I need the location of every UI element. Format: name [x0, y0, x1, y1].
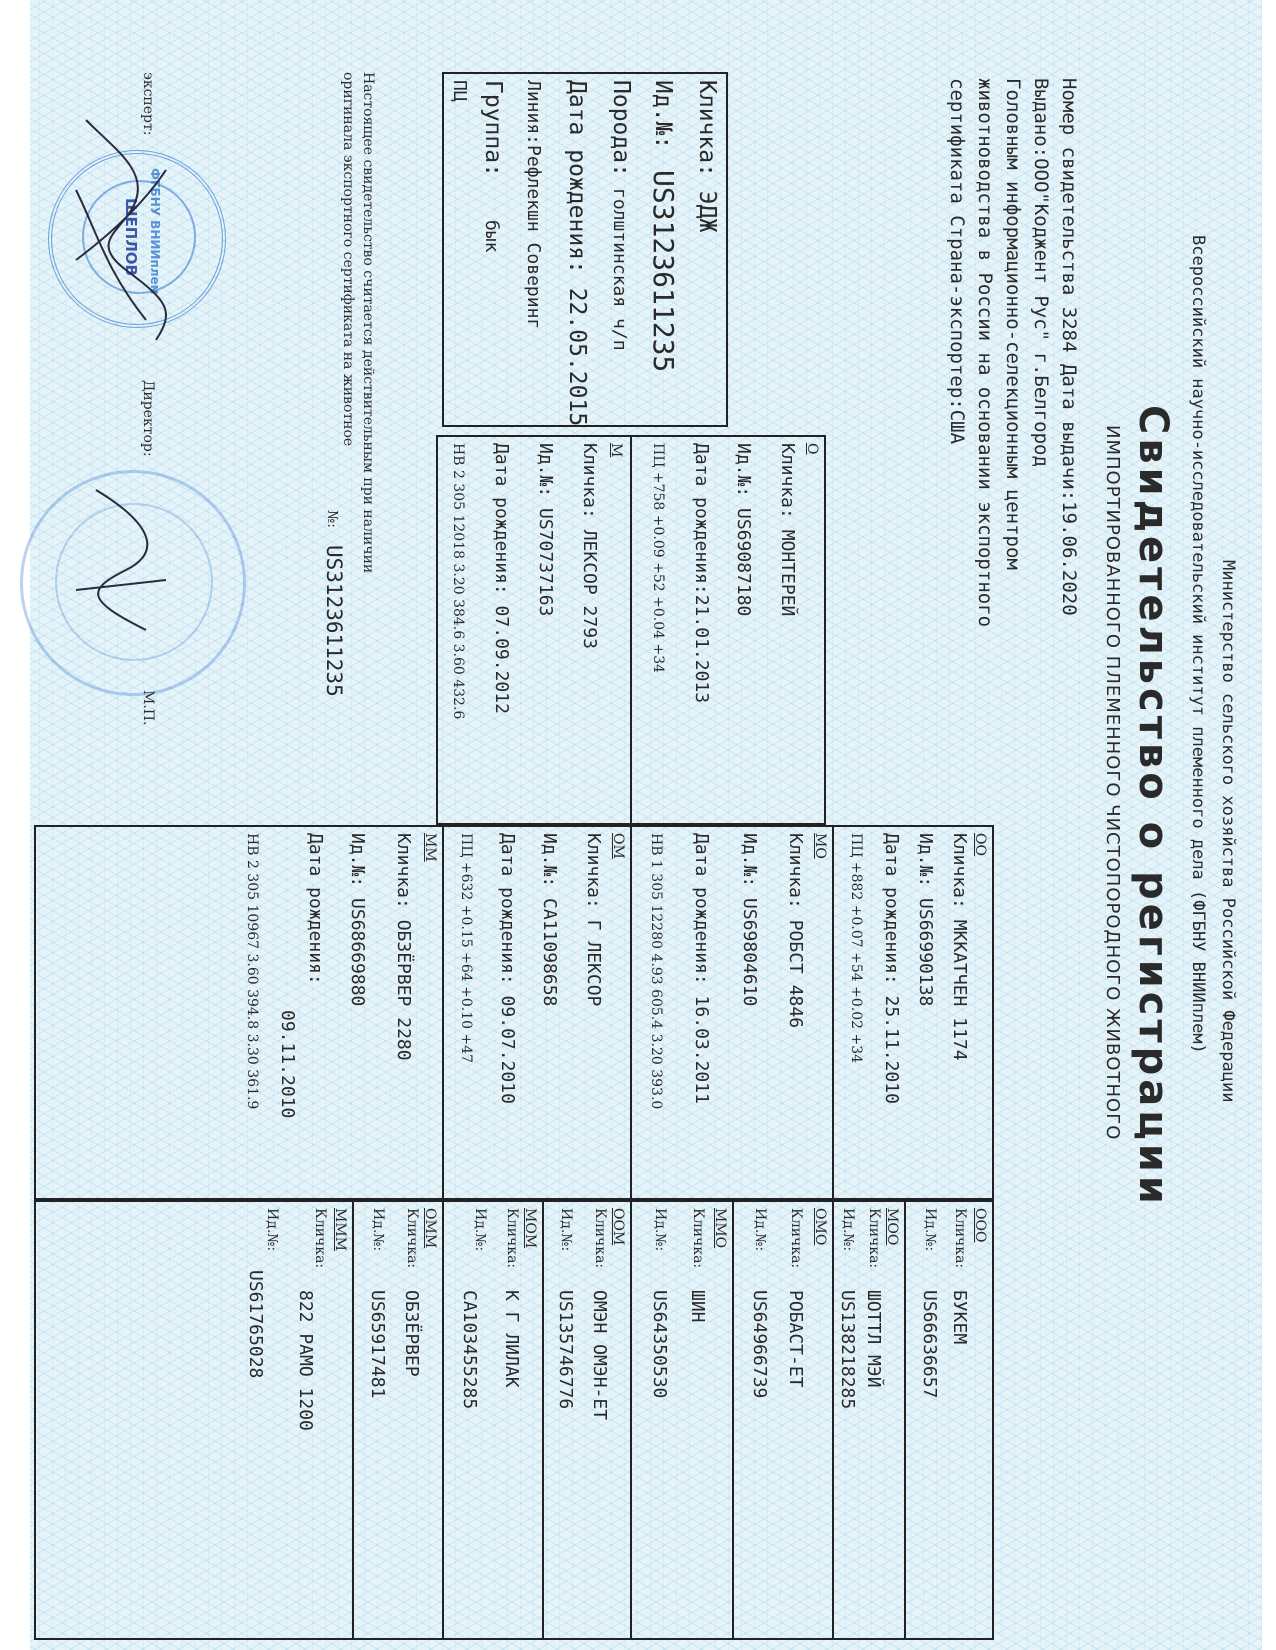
mp-label: М.П. — [140, 690, 156, 726]
ggp-ooo-id: US66636657 — [919, 1290, 940, 1399]
ggp-mmo-tag: ММО — [712, 1208, 728, 1249]
ggp-omm-name-label: Кличка: — [404, 1208, 420, 1269]
expert-signature — [46, 110, 206, 370]
ggp-ooo-tag: ООО — [972, 1208, 988, 1243]
gp-oo-extra: ПЦ +882 +0.07 +54 +0.02 +34 — [848, 833, 864, 1064]
center-line-2: животноводства в России на основании экспортного — [974, 78, 996, 628]
center-line-1: Головным информационно-селекционным центром — [1002, 78, 1024, 570]
ggp-oom-name-label: Кличка: — [592, 1208, 608, 1269]
dam-name: Кличка: ЛЕКСОР 2793 — [579, 443, 600, 649]
ggp-divider-1 — [904, 1200, 906, 1640]
gp-oo-birth: Дата рождения: 25.11.2010 — [881, 833, 902, 1104]
gp-divider-2 — [630, 825, 632, 1200]
animal-id-label: Ид.№: — [650, 80, 676, 150]
animal-line: Линия:Рефлекшн Соверинг — [523, 80, 544, 330]
ggp-divider-3 — [732, 1200, 734, 1640]
dam-hb: НВ 2 305 12018 3.20 384.6 3.60 432.6 — [450, 443, 466, 720]
animal-name: Кличка: ЭДЖ — [694, 80, 720, 233]
ggp-oom-id: US135746776 — [555, 1290, 576, 1410]
expert-stamp-text: ФГБНУ ВНИИплем — [148, 168, 162, 295]
ggp-omm-id: US65917481 — [367, 1290, 388, 1399]
ggp-omo-id-label: Ид.№: — [752, 1208, 768, 1252]
center-line-3: сертификата Страна-экспортер:США — [946, 78, 968, 445]
ggp-divider-7 — [352, 1200, 354, 1640]
ggp-omm-name: ОБЗЁРВЕР — [401, 1290, 422, 1377]
expert-stamp-signer: ШЕПЛОВ — [122, 198, 140, 276]
animal-breed-value: голштинская ч/п — [609, 188, 630, 351]
animal-group-label: Группа: — [480, 80, 506, 177]
animal-birth-date: Дата рождения: 22.05.2015 — [564, 80, 590, 427]
gp-oo-id: Ид.№: US66990138 — [915, 833, 936, 1007]
footer-cert-no-value: US3123611235 — [322, 545, 346, 697]
ggp-moo-tag: МОО — [884, 1208, 900, 1246]
ggp-mmm-name: 822 РАМО 1200 — [295, 1290, 316, 1431]
ggp-oom-tag: ООМ — [610, 1208, 626, 1246]
animal-breed-label: Порода: — [608, 80, 634, 177]
ggp-ooo-name: БУКЕМ — [949, 1290, 970, 1345]
gp-divider-1 — [832, 825, 834, 1200]
validity-text-line-1: Настоящее свидетельство считается действительным при наличии — [360, 72, 376, 574]
ggp-moo-name: ШОТТЛ МЭЙ — [863, 1290, 884, 1388]
ggp-divider-4 — [630, 1200, 632, 1640]
ggp-mmo-id-label: Ид.№: — [652, 1208, 668, 1252]
director-signature — [66, 480, 186, 680]
gp-mo-birth: Дата рождения: 16.03.2011 — [691, 833, 712, 1104]
ggp-mmm-name-label: Кличка: — [312, 1208, 328, 1269]
ggp-mmo-name: ШИН — [687, 1290, 708, 1323]
gp-om-tag: ОМ — [610, 833, 626, 859]
ggp-moo-id: US138218285 — [837, 1290, 858, 1410]
ggp-divider-2 — [832, 1200, 834, 1640]
ggp-mom-tag: МОМ — [522, 1208, 538, 1249]
ggp-ooo-id-label: Ид.№: — [922, 1208, 938, 1252]
sire-id: Ид.№: US69087180 — [733, 443, 754, 617]
gp-divider-3 — [442, 825, 444, 1200]
footer-cert-no-label: №: — [324, 510, 340, 528]
gp-om-birth: Дата рождения: 09.07.2010 — [497, 833, 518, 1104]
ggp-mom-name: К Г ЛИЛАК — [501, 1290, 522, 1388]
animal-group-value: бык — [481, 220, 502, 253]
gp-mm-birth-date: 09.11.2010 — [277, 1010, 298, 1119]
sire-name: Кличка: МОНТЕРЕЙ — [777, 443, 798, 617]
ggp-oom-id-label: Ид.№: — [558, 1208, 574, 1252]
gp-om-extra: ПЦ +632 +0.15 +64 +0.10 +47 — [458, 833, 474, 1064]
gp-mm-name: Кличка: ОБЗЁРВЕР 2280 — [393, 833, 414, 1061]
gp-mo-id: Ид.№: US69804610 — [739, 833, 760, 1007]
sire-birth: Дата рождения:21.01.2013 — [691, 443, 712, 704]
ggp-moo-id-label: Ид.№: — [840, 1208, 856, 1252]
gp-mo-extra: НВ 1 305 12280 4.93 605.4 3.20 393.0 — [648, 833, 664, 1110]
ministry-header: Министерство сельского хозяйства Российской Федерации — [1218, 560, 1238, 1103]
ggp-omm-id-label: Ид.№: — [370, 1208, 386, 1252]
ggp-mom-id: CA103455285 — [459, 1290, 480, 1410]
ggp-oom-name: ОМЭН ОМЭН-ЕТ — [589, 1290, 610, 1421]
ggp-omo-name: РОБАСТ-ЕТ — [785, 1290, 806, 1388]
expert-label: эксперт: — [140, 72, 156, 136]
sire-pc: ПЦ +758 +0.09 +52 +0.04 +34 — [650, 443, 666, 674]
ggp-mmo-id: US64350530 — [649, 1290, 670, 1399]
ggp-omm-tag: ОММ — [422, 1208, 438, 1249]
parents-divider — [630, 435, 632, 825]
gp-om-name: Кличка: Г ЛЕКСОР — [583, 833, 604, 1007]
ggp-mmm-id-label: Ид.№: — [264, 1208, 280, 1252]
director-label: Директор: — [140, 380, 156, 457]
ggp-mmm-tag: МММ — [332, 1208, 348, 1252]
ggp-moo-name-label: Кличка: — [866, 1208, 882, 1269]
gp-mm-extra: НВ 2 305 10967 3.60 394.8 3.30 361.9 — [244, 833, 260, 1110]
ggp-divider-6 — [442, 1200, 444, 1640]
certificate-title: Свидетельство о регистрации — [1130, 405, 1176, 1208]
ggp-mom-name-label: Кличка: — [504, 1208, 520, 1269]
validity-text-line-2: оригинала экспортного сертификата на животное — [340, 72, 356, 447]
ggp-mmm-id: US61765028 — [245, 1270, 266, 1379]
issued-to: Выдано:ООО"Коджент Рус" г.Белгород — [1030, 78, 1052, 467]
gp-mo-tag: МО — [812, 833, 828, 859]
dam-birth: Дата рождения: 07.09.2012 — [491, 443, 512, 714]
sire-tag: О — [804, 443, 820, 455]
gp-oo-tag: ОО — [972, 833, 988, 856]
certificate-subtitle: ИМПОРТИРОВАННОГО ПЛЕМЕННОГО ЧИСТОПОРОДНОГО ЖИВОТНОГО — [1102, 425, 1123, 1141]
gp-mm-birth: Дата рождения: — [305, 833, 326, 985]
gp-om-id: Ид.№: CA11098658 — [539, 833, 560, 1007]
animal-id-value: US3123611235 — [647, 170, 680, 373]
gp-mo-name: Кличка: РОБСТ 4846 — [785, 833, 806, 1029]
ggp-mmo-name-label: Кличка: — [690, 1208, 706, 1269]
gp-oo-name: Кличка: МККАТЧЕН 1174 — [949, 833, 970, 1061]
ggp-ooo-name-label: Кличка: — [952, 1208, 968, 1269]
animal-pc: ПЦ — [449, 80, 470, 102]
gp-mm-id: Ид.№: US68669880 — [347, 833, 368, 1007]
ggp-divider-5 — [542, 1200, 544, 1640]
dam-tag: М — [608, 443, 624, 458]
dam-id: Ид.№: US70737163 — [535, 443, 556, 617]
ggp-omo-tag: ОМО — [812, 1208, 828, 1246]
certificate-number-line: Номер свидетельства 3284 Дата выдачи:19.06.2020 — [1058, 78, 1080, 616]
ggp-omo-id: US64966739 — [749, 1290, 770, 1399]
ggp-omo-name-label: Кличка: — [788, 1208, 804, 1269]
institute-header: Всероссийский научно-исследовательский институт племенного дела (ФГБНУ ВНИИплем) — [1188, 235, 1208, 1054]
ggp-mom-id-label: Ид.№: — [472, 1208, 488, 1252]
gp-mm-tag: ММ — [422, 833, 438, 862]
